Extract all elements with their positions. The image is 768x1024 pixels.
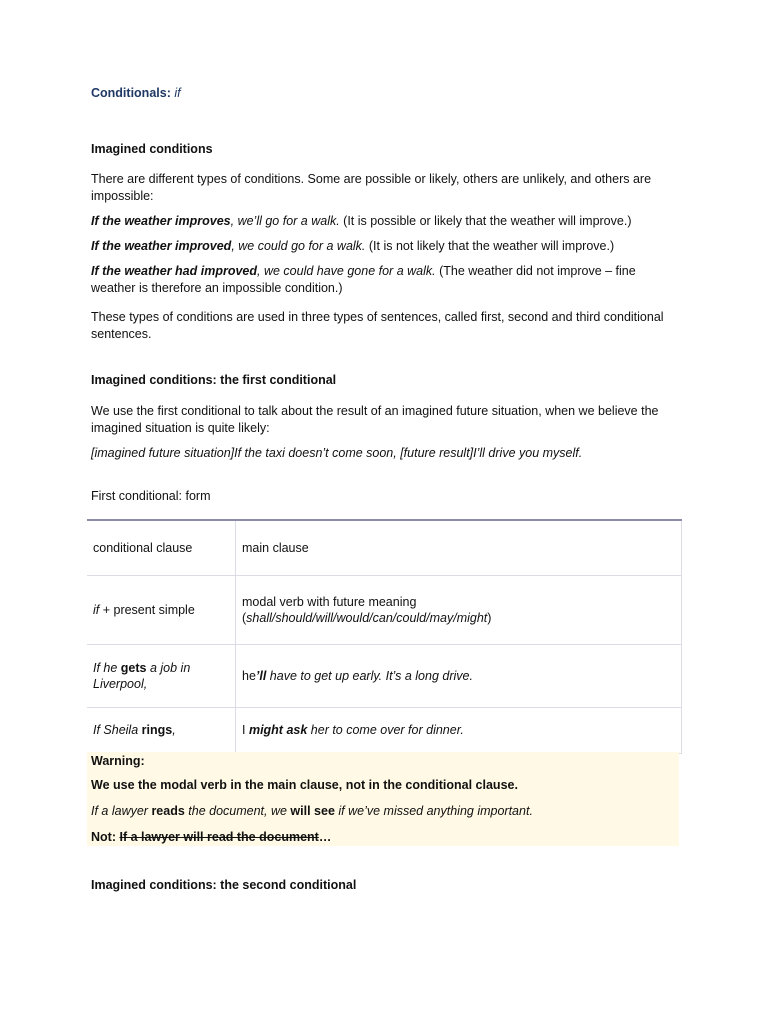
warning-example-text: if we’ve missed anything important. bbox=[334, 804, 533, 818]
table-cell-main bbox=[236, 644, 682, 707]
form-heading: First conditional: form bbox=[91, 489, 211, 503]
summary-paragraph: These types of conditions are used in three types of sentences, called first, second and third conditional sentences. bbox=[91, 310, 664, 341]
table-header-row bbox=[87, 520, 682, 575]
struck-example: If a lawyer will read the document bbox=[119, 830, 319, 844]
example-if-clause: If the weather improves bbox=[91, 214, 231, 228]
section-heading-first-conditional: Imagined conditions: the first conditional bbox=[91, 373, 337, 387]
example-second-type bbox=[91, 238, 671, 255]
title-emphasis: if bbox=[174, 86, 181, 100]
paren-close: ) bbox=[487, 610, 492, 625]
example-first-type bbox=[91, 213, 671, 230]
page-title bbox=[91, 86, 181, 100]
cell-text: , bbox=[172, 723, 176, 737]
section-heading-imagined-conditions: Imagined conditions bbox=[91, 142, 213, 156]
table-header-cell: main clause bbox=[236, 520, 682, 575]
example-result-clause: , we could go for a walk. bbox=[231, 239, 366, 253]
warning-example-verb: reads bbox=[151, 804, 185, 818]
cell-text: I bbox=[242, 723, 249, 737]
table-cell-conditional bbox=[87, 644, 236, 707]
example-note: (The weather did not improve – fine weather is therefore an impossible condition.) bbox=[91, 264, 636, 295]
title-prefix: Conditionals: bbox=[91, 86, 175, 100]
ellipsis: … bbox=[318, 830, 332, 844]
warning-text: We use the modal verb in the main clause, not in the conditional clause. bbox=[91, 778, 518, 792]
cell-text: If Sheila bbox=[93, 723, 142, 737]
section-heading-second-conditional: Imagined conditions: the second conditional bbox=[91, 878, 357, 892]
modal-list: shall/should/will/would/can/could/may/might bbox=[246, 610, 488, 625]
cell-text: + present simple bbox=[99, 602, 195, 617]
table-row bbox=[87, 575, 682, 644]
cell-text: a job in Liverpool, bbox=[93, 660, 191, 691]
example-result-clause: , we’ll go for a walk. bbox=[230, 214, 340, 228]
example-if-clause: If the weather improved bbox=[91, 239, 232, 253]
table-cell-conditional bbox=[87, 707, 236, 753]
warning-label: Warning: bbox=[91, 754, 145, 768]
cell-verb: ’ll bbox=[255, 668, 267, 683]
warning-not-line bbox=[91, 830, 331, 844]
table-row bbox=[87, 707, 682, 753]
first-conditional-example: [imagined future situation]If the taxi doesn’t come soon, [future result]I’ll drive you myself. bbox=[91, 446, 583, 460]
if-word: if bbox=[93, 602, 100, 617]
cell-text: her to come over for dinner. bbox=[307, 723, 464, 737]
cell-verb: gets bbox=[120, 660, 147, 675]
intro-paragraph: There are different types of conditions. Some are possible or likely, others are unlikely, and others are impossible: bbox=[91, 172, 652, 203]
table-row bbox=[87, 644, 682, 707]
warning-example bbox=[91, 804, 533, 818]
table-cell-main bbox=[236, 707, 682, 753]
cell-verb: might ask bbox=[248, 723, 308, 737]
cell-text: modal verb with future meaning bbox=[242, 594, 417, 609]
warning-example-verb: will see bbox=[290, 804, 335, 818]
first-conditional-intro: We use the first conditional to talk about the result of an imagined future situation, when we believe the imagined situation is quite likely: bbox=[91, 404, 659, 435]
table-cell-main bbox=[236, 575, 682, 644]
not-label: Not: bbox=[91, 830, 120, 844]
warning-example-text: the document, we bbox=[184, 804, 291, 818]
table-cell-conditional bbox=[87, 575, 236, 644]
example-third-type bbox=[91, 263, 671, 297]
cell-text: have to get up early. It’s a long drive. bbox=[266, 668, 473, 683]
cell-text: If he bbox=[93, 660, 121, 675]
example-result-clause: , we could have gone for a walk. bbox=[257, 264, 436, 278]
warning-example-text: If a lawyer bbox=[91, 804, 152, 818]
paren-open: ( bbox=[242, 610, 247, 625]
example-if-clause: If the weather had improved bbox=[91, 264, 258, 278]
cell-verb: rings bbox=[141, 723, 173, 737]
table-header-cell: conditional clause bbox=[87, 520, 236, 575]
example-note: (It is not likely that the weather will improve.) bbox=[365, 239, 615, 253]
form-table bbox=[87, 519, 682, 754]
cell-text: he bbox=[242, 668, 256, 683]
example-note: (It is possible or likely that the weather will improve.) bbox=[339, 214, 632, 228]
